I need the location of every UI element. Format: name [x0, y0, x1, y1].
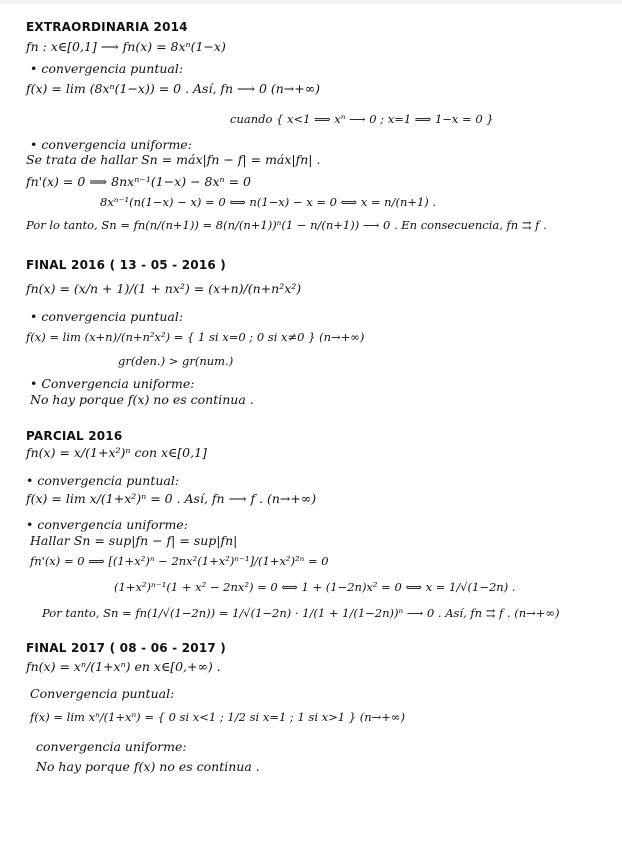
s1-line-critical-point: 8xⁿ⁻¹(n(1−x) − x) = 0 ⟺ n(1−x) − x = 0 ⟺ x = n/(n+1) . — [100, 195, 437, 209]
s2-line-puntual-limit: f(x) = lim (x+n)/(n+n²x²) = { 1 si x=0 ; 0 si x≠0 } (n→+∞) — [26, 330, 365, 344]
s4-line-puntual-limit: f(x) = lim xⁿ/(1+xⁿ) = { 0 si x<1 ; 1/2 si x=1 ; 1 si x>1 } (n→+∞) — [30, 710, 405, 724]
s3-line-uniforme-heading: • convergencia uniforme: — [26, 517, 188, 532]
s3-line-puntual-limit: f(x) = lim x/(1+x²)ⁿ = 0 . Así, fn ⟶ f . (n→+∞) — [26, 491, 317, 506]
s3-line-derivative: fn'(x) = 0 ⟹ [(1+x²)ⁿ − 2nx²(1+x²)ⁿ⁻¹]/(1+x²)²ⁿ = 0 — [30, 554, 329, 568]
s1-line-sn: Se trata de hallar Sn = máx|fn − f| = máx|fn| . — [26, 152, 321, 167]
s1-line-uniforme-heading: • convergencia uniforme: — [30, 137, 192, 152]
s2-line-degree-note: gr(den.) > gr(num.) — [118, 354, 234, 368]
s1-line-cases: cuando { x<1 ⟹ xⁿ ⟶ 0 ; x=1 ⟹ 1−x = 0 } — [230, 112, 494, 126]
s2-line-uniforme-conclusion: No hay porque f(x) no es continua . — [30, 392, 254, 407]
s1-line-derivative: fn'(x) = 0 ⟹ 8nxⁿ⁻¹(1−x) − 8xⁿ = 0 — [26, 174, 251, 189]
section-title-parcial-2016: PARCIAL 2016 — [26, 429, 123, 443]
section-title-final-2016: FINAL 2016 ( 13 - 05 - 2016 ) — [26, 258, 226, 272]
s4-line-uniforme-heading: convergencia uniforme: — [36, 739, 187, 754]
s1-line-puntual-heading: • convergencia puntual: — [30, 61, 184, 76]
s3-line-conclusion: Por tanto, Sn = fn(1/√(1−2n)) = 1/√(1−2n) · 1/(1 + 1/(1−2n))ⁿ ⟶ 0 . Así, fn ⇉ f . (n→+∞) — [42, 606, 560, 620]
section-title-final-2017: FINAL 2017 ( 08 - 06 - 2017 ) — [26, 641, 226, 655]
s4-line-definition: fn(x) = xⁿ/(1+xⁿ) en x∈[0,+∞) . — [26, 659, 221, 674]
top-edge — [0, 0, 622, 4]
s2-line-definition: fn(x) = (x/n + 1)/(1 + nx²) = (x+n)/(n+n²x²) — [26, 281, 302, 296]
s2-line-puntual-heading: • convergencia puntual: — [30, 309, 184, 324]
s2-line-uniforme-heading: • Convergencia uniforme: — [30, 376, 195, 391]
s3-line-puntual-heading: • convergencia puntual: — [26, 473, 180, 488]
s3-line-definition: fn(x) = x/(1+x²)ⁿ con x∈[0,1] — [26, 445, 207, 460]
s1-line-definition: fn : x∈[0,1] ⟶ fn(x) = 8xⁿ(1−x) — [26, 39, 226, 54]
s4-line-uniforme-conclusion: No hay porque f(x) no es continua . — [36, 759, 260, 774]
s3-line-sn: Hallar Sn = sup|fn − f| = sup|fn| — [30, 533, 238, 548]
section-title-extraordinaria-2014: EXTRAORDINARIA 2014 — [26, 20, 188, 34]
s1-line-puntual-limit: f(x) = lim (8xⁿ(1−x)) = 0 . Así, fn ⟶ 0 (n→+∞) — [26, 81, 321, 96]
s4-line-puntual-heading: Convergencia puntual: — [30, 686, 175, 701]
s1-line-conclusion: Por lo tanto, Sn = fn(n/(n+1)) = 8(n/(n+1))ⁿ(1 − n/(n+1)) ⟶ 0 . En consecuencia, fn ⇉ f . — [26, 218, 547, 232]
s3-line-critical-point: (1+x²)ⁿ⁻¹(1 + x² − 2nx²) = 0 ⟺ 1 + (1−2n)x² = 0 ⟺ x = 1/√(1−2n) . — [114, 580, 516, 594]
